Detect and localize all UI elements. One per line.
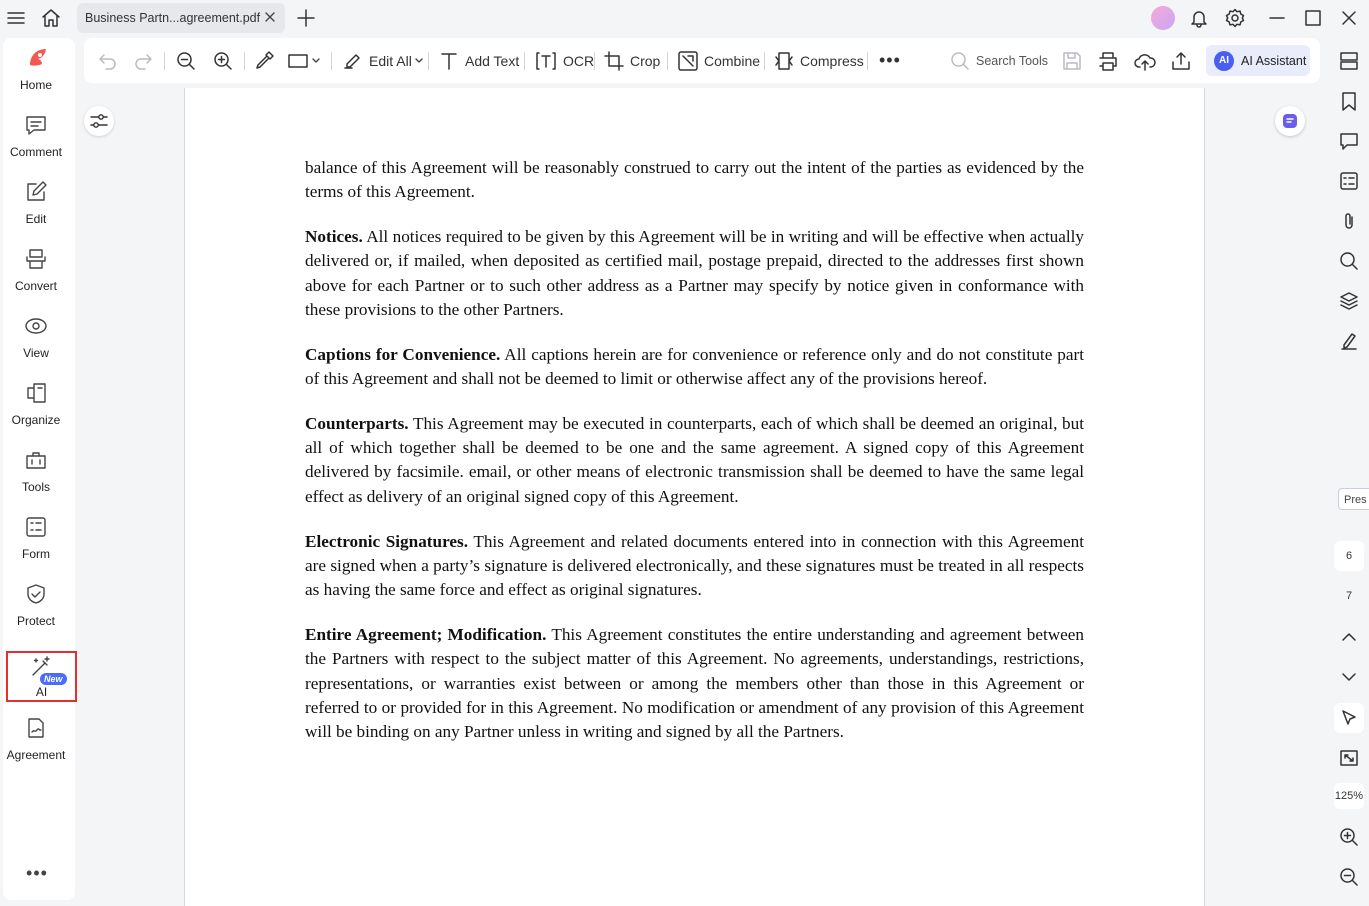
paragraph-text: balance of this Agreement will be reasonably construed to carry out the intent of the parties as evidenced by the terms of this Agreement. — [305, 158, 1084, 202]
chevron-up-icon[interactable] — [1337, 625, 1361, 649]
undo-icon — [98, 51, 118, 71]
home-icon[interactable] — [39, 6, 63, 30]
separator — [594, 52, 595, 70]
combine-button[interactable] — [678, 38, 760, 83]
ai-assistant-label: AI Assistant — [1241, 53, 1307, 68]
rectangle-icon — [288, 51, 308, 71]
separator — [764, 52, 765, 70]
fit-page-icon[interactable] — [1337, 746, 1361, 770]
paragraph-heading: Notices. — [305, 227, 363, 247]
paragraph — [305, 156, 1084, 205]
maximize-icon[interactable] — [1301, 6, 1325, 30]
view-icon — [24, 314, 48, 338]
ocr-label: OCR — [563, 52, 595, 69]
compress-button[interactable] — [774, 38, 864, 83]
sidebar-item-edit[interactable] — [0, 172, 72, 234]
menu-icon[interactable] — [4, 6, 28, 30]
edit-icon — [24, 180, 48, 204]
sidebar-item-label: AI — [35, 685, 48, 699]
sidebar-item-label: Agreement — [6, 748, 66, 762]
separator — [667, 52, 668, 70]
paragraph-heading: Entire Agreement; Modification. — [305, 624, 547, 644]
comments-panel-icon[interactable] — [1337, 129, 1361, 153]
sidebar-item-label: Form — [22, 547, 50, 561]
more-icon[interactable]: ••• — [26, 863, 48, 883]
paragraph — [305, 623, 1084, 744]
separator — [867, 52, 868, 70]
edit-all-icon — [343, 51, 363, 71]
close-tab-icon[interactable] — [263, 10, 277, 24]
sidebar-item-tools[interactable] — [0, 440, 72, 502]
sidebar-item-label: View — [23, 346, 49, 360]
form-fields-icon[interactable] — [1337, 169, 1361, 193]
sidebar-item-label: Organize — [11, 413, 61, 427]
cloud-upload-icon — [1134, 51, 1156, 71]
sidebar-item-agreement[interactable] — [0, 708, 72, 770]
sidebar-item-label: Tools — [21, 480, 50, 494]
edit-all-button[interactable] — [343, 38, 423, 83]
zoom-in-icon[interactable] — [1337, 825, 1361, 849]
protect-icon — [24, 582, 48, 606]
form-icon — [24, 515, 48, 539]
tools-icon — [24, 448, 48, 472]
page-number-next[interactable]: 7 — [1345, 590, 1353, 602]
sidebar-item-view[interactable] — [0, 306, 72, 368]
sidebar-item-label: Comment — [9, 145, 62, 159]
paragraph-text: All captions herein are for convenience or reference only and do not constitute part of this Agreement and shall not be deemed to limit or otherwise affect any of the provisions hereof. — [305, 344, 1084, 389]
chevron-down-icon — [312, 58, 320, 64]
zoom-in-icon — [213, 51, 233, 71]
select-cursor-icon[interactable] — [1337, 706, 1361, 730]
highlight-button[interactable] — [254, 38, 274, 83]
more-tools-button[interactable] — [879, 38, 901, 83]
edit-all-label: Edit All — [369, 52, 412, 69]
sidebar-item-label: Protect — [16, 614, 55, 628]
share-button[interactable] — [1171, 38, 1191, 83]
separator — [244, 52, 245, 70]
share-icon — [1171, 51, 1191, 71]
paragraph-text: All notices required to be given by this Agreement will be in writing and will be effective when actually delivered or, if mailed, when deposited as certified mail, postage prepaid, directed to the addresses first shown above for each Partner or to such other address as a Partner may specify by notice given in conformance with these provisions to the other Partners. — [305, 227, 1084, 319]
sidebar-item-label: Home — [19, 78, 52, 92]
combine-icon — [678, 51, 698, 71]
add-text-button[interactable] — [439, 38, 519, 83]
compress-icon — [774, 51, 794, 71]
paragraph-text: This Agreement and related documents entered into in connection with this Agreement are signed when a party’s signature is delivered electronically, and these signatures must be treated in all respects as having the same force and effect as original signatures. — [305, 531, 1084, 600]
new-badge: New — [40, 673, 67, 685]
paragraph — [305, 412, 1084, 509]
paragraph-text: This Agreement constitutes the entire understanding and agreement between the Partners with respect to the subject matter of this Agreement. No agreements, understandings, restrictions, representations, or warranties exist between or among the members other than those in this Agreement or referred to or provided for in this Agreement. No modification or amendment of any provision of this Agreement will be binding on any Partner unless in writing and signed by all the Partners. — [305, 624, 1084, 742]
ai-chat-icon — [1282, 113, 1298, 129]
add-text-label: Add Text — [465, 52, 520, 69]
ocr-button[interactable] — [535, 38, 594, 83]
paragraph-text: This Agreement may be executed in counterparts, each of which shall be deemed an original, but all of which together shall be deemed to be one and the same agreement. A signed copy of this Agreement delivered by facsimile. email, or other means of electronic transmission shall be deemed to have the same legal effect as delivery of an original signed copy of this Agreement. — [305, 413, 1084, 506]
minimize-icon[interactable] — [1265, 6, 1289, 30]
close-window-icon[interactable] — [1337, 6, 1361, 30]
print-button[interactable] — [1098, 38, 1118, 83]
zoom-out-button[interactable] — [176, 38, 196, 83]
combine-label: Combine — [704, 52, 761, 69]
bell-icon[interactable] — [1187, 6, 1211, 30]
sidebar-item-form[interactable] — [0, 507, 72, 569]
paragraph-heading: Counterparts. — [305, 413, 409, 433]
paragraph — [305, 530, 1084, 603]
ocr-icon — [535, 51, 557, 71]
bookmark-icon[interactable] — [1337, 89, 1361, 113]
layers-icon[interactable] — [1337, 289, 1361, 313]
compress-label: Compress — [800, 52, 864, 69]
display-settings-button[interactable] — [84, 106, 114, 136]
crop-icon — [604, 51, 624, 71]
save-icon — [1062, 51, 1082, 71]
signature-icon[interactable] — [1337, 329, 1361, 353]
avatar[interactable] — [1151, 6, 1175, 30]
home-logo-icon — [24, 46, 48, 70]
new-tab-icon[interactable] — [294, 6, 318, 30]
save-button[interactable] — [1062, 38, 1082, 83]
tab-title: Business Partn...agreement.pdf — [85, 11, 261, 25]
sidebar-item-label: Edit — [25, 212, 47, 226]
redo-button[interactable] — [133, 38, 153, 83]
paragraph-heading: Electronic Signatures. — [305, 531, 469, 551]
highlighter-icon — [254, 51, 274, 71]
sidebar-item-convert[interactable] — [0, 239, 72, 301]
zoom-out-icon[interactable] — [1337, 865, 1361, 889]
sidebar-item-organize[interactable] — [0, 373, 72, 435]
search-tools-label: Search Tools — [976, 53, 1049, 68]
title-bar — [0, 0, 1369, 36]
presentation-tab[interactable]: Pres — [1338, 488, 1369, 510]
sidebar-item-home[interactable] — [0, 38, 72, 100]
right-rail — [1332, 38, 1369, 906]
sidebar-item-comment[interactable] — [0, 105, 72, 167]
organize-icon — [24, 381, 48, 405]
crop-button[interactable] — [604, 38, 660, 83]
agreement-icon — [24, 716, 48, 740]
separator — [524, 52, 525, 70]
zoom-in-button[interactable] — [213, 38, 233, 83]
print-icon — [1098, 51, 1118, 71]
text-icon — [439, 51, 459, 71]
chevron-down-icon[interactable] — [1337, 665, 1361, 689]
crop-label: Crop — [630, 52, 661, 69]
ai-assistant-icon: AI — [1214, 51, 1234, 71]
zoom-out-icon — [176, 51, 196, 71]
paragraph — [305, 343, 1084, 392]
main-toolbar — [84, 38, 1320, 83]
ai-assistant-button[interactable] — [1206, 45, 1310, 76]
search-tools-button[interactable] — [950, 38, 1048, 83]
pdf-page — [184, 88, 1205, 906]
thumbnails-icon[interactable] — [1337, 49, 1361, 73]
page-number-current[interactable]: 6 — [1334, 541, 1364, 571]
sidebar-item-protect[interactable] — [0, 574, 72, 636]
paragraph-heading: Captions for Convenience. — [305, 344, 501, 364]
document-tab[interactable] — [77, 3, 285, 33]
attachment-icon[interactable] — [1337, 209, 1361, 233]
separator — [331, 52, 332, 70]
convert-icon — [24, 247, 48, 271]
shape-button[interactable] — [288, 38, 320, 83]
more-icon: ••• — [879, 50, 901, 70]
sliders-icon — [90, 113, 108, 129]
zoom-level[interactable]: 125% — [1334, 783, 1364, 809]
chevron-down-icon — [415, 58, 423, 64]
paragraph — [305, 225, 1084, 322]
settings-icon[interactable] — [1223, 6, 1247, 30]
separator — [164, 52, 165, 70]
cloud-upload-button[interactable] — [1134, 38, 1156, 83]
search-icon[interactable] — [1337, 249, 1361, 273]
redo-icon — [133, 51, 153, 71]
comment-icon — [24, 113, 48, 137]
search-icon — [950, 51, 970, 71]
floating-ai-button[interactable] — [1275, 106, 1305, 136]
sidebar-item-label: Convert — [14, 279, 58, 293]
document-text[interactable] — [305, 156, 1084, 765]
separator — [428, 52, 429, 70]
undo-button[interactable] — [98, 38, 118, 83]
